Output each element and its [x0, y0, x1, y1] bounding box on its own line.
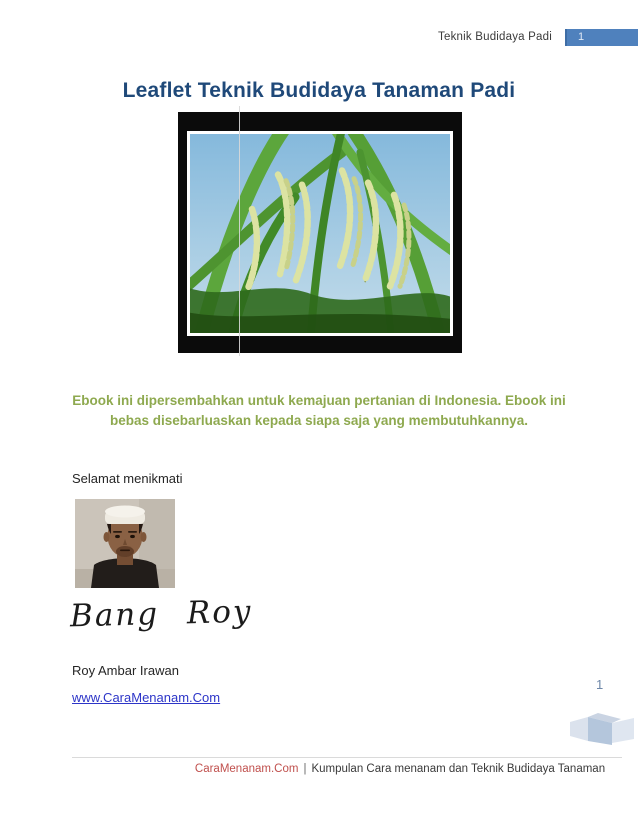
author-portrait	[75, 499, 175, 588]
side-page-number: 1	[596, 677, 604, 692]
footer-brand: CaraMenanam.Com	[194, 763, 299, 775]
footer-tagline: Kumpulan Cara menanam dan Teknik Budidaya Tanaman	[311, 763, 606, 775]
header-doc-title: Teknik Budidaya Padi	[438, 31, 552, 43]
footer-divider	[72, 757, 622, 758]
page-title: Leaflet Teknik Budidaya Tanaman Padi	[122, 79, 516, 102]
greeting-text: Selamat menikmati	[72, 471, 183, 486]
author-name: Roy Ambar Irawan	[72, 663, 179, 678]
rice-paddy-photo	[187, 131, 453, 336]
handwritten-signature: Bang Roy	[69, 593, 253, 635]
header-page-number-badge: 1	[565, 29, 638, 46]
vertical-guide-line	[239, 106, 240, 356]
website-link[interactable]: www.CaraMenanam.Com	[72, 690, 221, 705]
page-number-ribbon-icon	[568, 705, 636, 745]
dedication-text: Ebook ini dipersembahkan untuk kemajuan pertanian di Indonesia. Ebook ini bebas disebarluaskan kepada siapa saja yang membutuhkannya.	[72, 393, 566, 428]
footer	[0, 763, 638, 775]
hero-image-frame	[178, 112, 462, 353]
footer-separator: |	[303, 763, 307, 775]
